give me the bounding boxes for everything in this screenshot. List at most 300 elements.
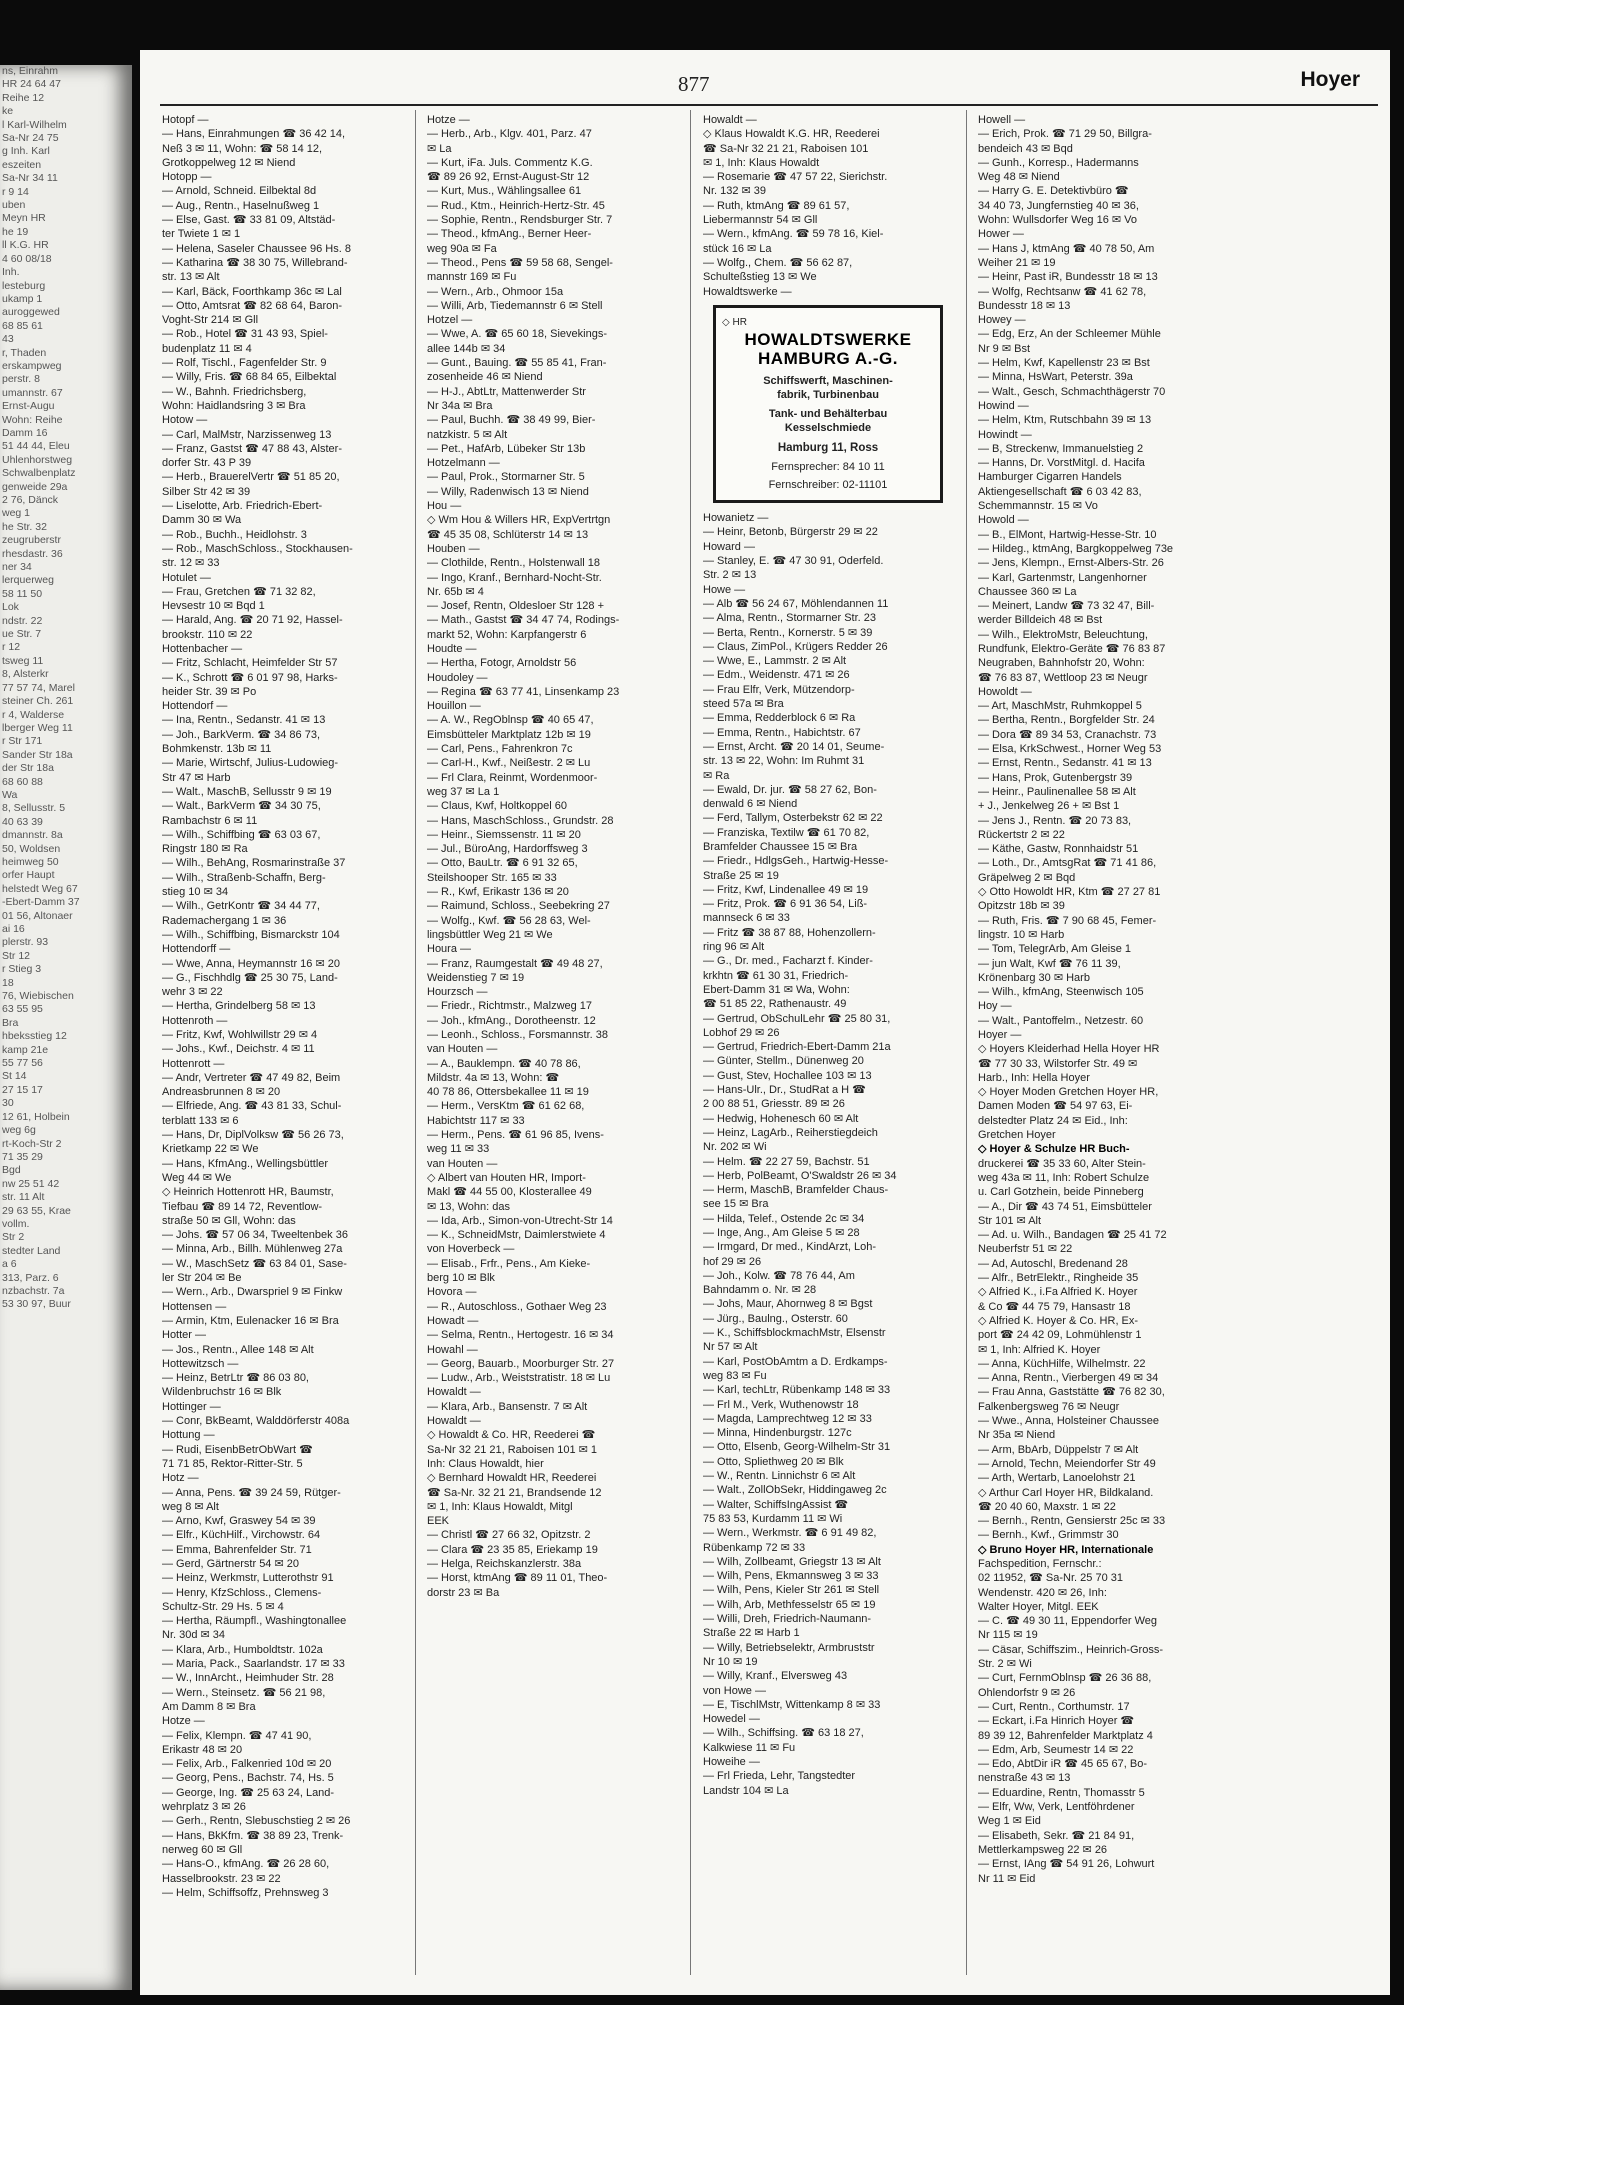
directory-entry: Neuberfstr 51 ✉ 22 <box>978 1243 1073 1256</box>
column-divider <box>966 110 967 1975</box>
directory-entry: — Anna, Pens. ☎ 39 24 59, Rütger- <box>162 1486 341 1499</box>
directory-entry: ring 96 ✉ Alt <box>703 941 765 954</box>
directory-entry: zosenheide 46 ✉ Niend <box>427 371 543 384</box>
facing-page-fragment: 27 15 17 <box>2 1083 43 1096</box>
facing-page-fragment: Reihe 12 <box>2 91 45 104</box>
directory-entry: — Art, MaschMstr, Ruhmkoppel 5 <box>978 700 1142 713</box>
directory-entry: — Felix, Arb., Falkenried 10d ✉ 20 <box>162 1758 332 1771</box>
facing-page-fragment: r, Thaden <box>2 346 47 359</box>
directory-entry: Str 47 ✉ Harb <box>162 771 231 784</box>
directory-entry: — Wern., Arb., Dwarspriel 9 ✉ Finkw <box>162 1286 343 1299</box>
directory-entry: Fachspedition, Fernschr.: <box>978 1557 1102 1570</box>
directory-entry: nenstraße 43 ✉ 13 <box>978 1772 1071 1785</box>
directory-entry: — Helm, Schiffsoffz, Prehnsweg 3 <box>162 1886 329 1899</box>
directory-entry: wehr 3 ✉ 22 <box>162 986 223 999</box>
directory-entry: — Rudi, EisenbBetrObWart ☎ <box>162 1443 313 1456</box>
surname-heading: van Houten — <box>427 1157 498 1170</box>
facing-page-fragment: ll K.G. HR <box>2 239 49 252</box>
advert-title-line-2: HAMBURG A.-G. <box>758 349 898 369</box>
facing-page-fragment: lberger Weg 11 <box>2 721 73 734</box>
directory-entry: Weidenstieg 7 ✉ 19 <box>427 971 525 984</box>
directory-entry: — Hedwig, Hohenesch 60 ✉ Alt <box>703 1112 859 1125</box>
facing-page-fragment: Schwalbenplatz <box>2 467 76 480</box>
facing-page-fragment: Bgd <box>2 1164 21 1177</box>
facing-page-fragment: 58 11 50 <box>2 587 43 600</box>
directory-entry: — Friedr., HdlgsGeh., Hartwig-Hesse- <box>703 855 889 868</box>
facing-page-fragment: stedter Land <box>2 1244 61 1257</box>
surname-heading: Howaldtswerke — <box>703 285 792 298</box>
directory-entry: ◇ Bruno Hoyer HR, Internationale <box>978 1543 1154 1556</box>
directory-entry: — Wilh, Zollbeamt, Griegstr 13 ✉ Alt <box>703 1555 881 1568</box>
directory-entry: Nr. 202 ✉ Wi <box>703 1141 767 1154</box>
facing-page-fragment: Sa-Nr 34 11 <box>2 172 58 185</box>
directory-entry: — K., Schrott ☎ 6 01 97 98, Harks- <box>162 671 338 684</box>
directory-entry: — Hertha, Räumpfl., Washingtonallee <box>162 1615 347 1628</box>
facing-page-fragment: 8, Sellusstr. 5 <box>2 802 66 815</box>
directory-entry: delstedter Platz 24 ✉ Eid., Inh: <box>978 1114 1128 1127</box>
directory-entry: — Marie, Wirtschf, Julius-Ludowieg- <box>162 757 339 770</box>
directory-entry: — Herm., Pens. ☎ 61 96 85, Ivens- <box>427 1129 604 1142</box>
directory-entry: Bramfelder Chaussee 15 ✉ Bra <box>703 840 858 853</box>
directory-entry: — Wilh., kfmAng, Steenwisch 105 <box>978 986 1144 999</box>
column-divider <box>415 110 416 1975</box>
directory-entry: — Armin, Ktm, Eulenacker 16 ✉ Bra <box>162 1314 339 1327</box>
directory-entry: u. Carl Gotzhein, beide Pinneberg <box>978 1186 1144 1199</box>
directory-entry: Tiefbau ☎ 89 14 72, Reventlow- <box>162 1200 323 1213</box>
directory-entry: Nr 11 ✉ Eid <box>978 1872 1036 1885</box>
directory-entry: Krietkamp 22 ✉ We <box>162 1143 259 1156</box>
directory-entry: — W., Bahnh. Friedrichsberg, <box>162 385 307 398</box>
directory-entry: — Joh., kfmAng., Dorotheenstr. 12 <box>427 1014 596 1027</box>
directory-entry: — Joh., Kolw. ☎ 78 76 44, Am <box>703 1269 855 1282</box>
directory-entry: — Otto, Amtsrat ☎ 82 68 64, Baron- <box>162 299 343 312</box>
facing-page-fragment: 68 60 88 <box>2 775 43 788</box>
directory-entry: — Raimund, Schloss., Seebekring 27 <box>427 900 610 913</box>
directory-entry: 89 39 12, Bahrenfelder Marktplatz 4 <box>978 1729 1153 1742</box>
directory-entry: — Fritz, Kwf, Wohlwillstr 29 ✉ 4 <box>162 1029 318 1041</box>
directory-entry: — Leonh., Schloss., Forsmannstr. 38 <box>427 1029 608 1041</box>
facing-page-fragment: l Karl-Wilhelm <box>2 118 67 131</box>
directory-entry: ☎ 45 35 08, Schlüterstr 14 ✉ 13 <box>427 528 589 541</box>
directory-entry: ◇ Klaus Howaldt K.G. HR, Reederei <box>703 128 880 141</box>
directory-entry: — Elfr, Ww, Verk, Lentföhrdener <box>978 1801 1135 1814</box>
directory-entry: ✉ 1, Inh: Klaus Howaldt, Mitgl <box>427 1500 573 1513</box>
directory-entry: Rückertstr 2 ✉ 22 <box>978 828 1065 841</box>
directory-entry: — Ludw., Arb., Weiststratistr. 18 ✉ Lu <box>427 1372 611 1385</box>
facing-page-fragment: 63 55 95 <box>2 1003 43 1016</box>
directory-entry: — Rosemarie ☎ 47 57 22, Sierichstr. <box>703 171 888 184</box>
facing-page-fragment: 55 77 56 <box>2 1057 43 1070</box>
directory-entry: ◇ Alfried K., i.Fa Alfried K. Hoyer <box>978 1286 1138 1299</box>
directory-entry: — Anna, KüchHilfe, Wilhelmstr. 22 <box>978 1357 1146 1370</box>
directory-entry: — Anna, Rentn., Vierbergen 49 ✉ 34 <box>978 1372 1159 1385</box>
directory-entry: — Helm, Ktm, Rutschbahn 39 ✉ 13 <box>978 414 1152 427</box>
surname-heading: Hotzel — <box>427 314 473 327</box>
directory-entry: — Friedr., Richtmstr., Malzweg 17 <box>427 1000 593 1013</box>
directory-entry: — G., Fischhdlg ☎ 25 30 75, Land- <box>162 971 338 984</box>
facing-page-fragment: perstr. 8 <box>2 373 40 386</box>
directory-entry: Straße 25 ✉ 19 <box>703 869 779 882</box>
facing-page-fragment: helstedt Weg 67 <box>2 882 78 895</box>
directory-entry: 40 78 86, Ottersbekallee 11 ✉ 19 <box>427 1086 589 1099</box>
directory-entry: — Hertha, Fotogr, Arnoldstr 56 <box>427 657 577 670</box>
directory-entry: — Karl, Bäck, Foorthkamp 36c ✉ Lal <box>162 285 342 298</box>
surname-heading: Howe — <box>703 583 746 596</box>
directory-entry: Weiher 21 ✉ 19 <box>978 256 1056 269</box>
facing-page-fragment: Str 2 <box>2 1231 25 1244</box>
directory-entry: — Ina, Rentn., Sedanstr. 41 ✉ 13 <box>162 714 326 727</box>
directory-entry: ☎ 77 30 33, Wilstorfer Str. 49 ✉ <box>978 1057 1138 1070</box>
surname-heading: Howaldt — <box>427 1415 481 1428</box>
surname-heading: Howeihe — <box>703 1755 760 1768</box>
facing-page-fragment: zeugruberstr <box>2 534 61 547</box>
directory-entry: straße 50 ✉ Gll, Wohn: das <box>162 1214 296 1227</box>
directory-entry: — Rob., Buchh., Heidlohstr. 3 <box>162 528 307 541</box>
surname-heading: Hotulet — <box>162 571 211 584</box>
facing-page-fragment: Sa-Nr 24 75 <box>2 132 59 145</box>
directory-entry: — Loth., Dr., AmtsgRat ☎ 71 41 86, <box>978 857 1157 870</box>
facing-page-fragment: vollm. <box>2 1217 30 1230</box>
facing-page-fragment: 40 63 39 <box>2 815 43 828</box>
directory-entry: mannseck 6 ✉ 33 <box>703 912 790 925</box>
directory-entry: — Jul., BüroAng, Hardorffsweg 3 <box>427 843 588 856</box>
facing-page-fragment: lesteburg <box>2 279 46 292</box>
directory-entry: — Curt, FernmOblnsp ☎ 26 36 88, <box>978 1672 1152 1685</box>
directory-entry: Weg 48 ✉ Niend <box>978 171 1060 184</box>
directory-entry: Hasselbrookstr. 23 ✉ 22 <box>162 1872 281 1885</box>
directory-entry: — Helga, Reichskanzlerstr. 38a <box>427 1557 582 1570</box>
directory-entry: — Wilh, Arb, Methfesselstr 65 ✉ 19 <box>703 1598 876 1611</box>
directory-entry: stück 16 ✉ La <box>703 242 772 255</box>
directory-entry: — Otto, BauLtr. ☎ 6 91 32 65, <box>427 857 578 870</box>
surname-heading: Hottenrott — <box>162 1057 225 1070</box>
advert-telex: Fernschreiber: 02-11101 <box>768 479 888 492</box>
facing-page-fragment: genweide 29a <box>2 480 68 493</box>
directory-entry: str. 13 ✉ 22, Wohn: Im Ruhmt 31 <box>703 755 865 768</box>
directory-entry: 2 00 88 51, Griesstr. 89 ✉ 26 <box>703 1098 845 1111</box>
directory-entry: 71 71 85, Rektor-Ritter-Str. 5 <box>162 1457 303 1470</box>
facing-page-fragment: r 4, Walderse <box>2 708 65 721</box>
directory-entry: — Edm., Weidenstr. 471 ✉ 26 <box>703 669 850 682</box>
facing-page-fragment: r 12 <box>2 641 21 654</box>
surname-heading: Houillon — <box>427 700 481 713</box>
directory-entry: — Willi, Dreh, Friedrich-Naumann- <box>703 1613 872 1626</box>
directory-entry: — Gust, Stev, Hochallee 103 ✉ 13 <box>703 1069 872 1082</box>
surname-heading: van Houten — <box>427 1043 498 1056</box>
directory-entry: weg 11 ✉ 33 <box>427 1143 490 1156</box>
directory-entry: ◇ Heinrich Hottenrott HR, Baumstr, <box>162 1186 334 1199</box>
surname-heading: Hottendorff — <box>162 943 231 956</box>
directory-entry: Voght-Str 214 ✉ Gll <box>162 314 259 327</box>
facing-page-fragment: g Inh. Karl <box>2 145 50 158</box>
directory-entry: — K., SchiffsblockmachMstr, Elsenstr <box>703 1327 886 1340</box>
directory-entry: ◇ Howaldt & Co. HR, Reederei ☎ <box>427 1429 596 1442</box>
advert-line: fabrik, Turbinenbau <box>777 389 879 402</box>
directory-entry: — Otto, Elsenb, Georg-Wilhelm-Str 31 <box>703 1441 891 1454</box>
facing-page-fragment: plerstr. 93 <box>2 936 49 949</box>
directory-entry: Nr 35a ✉ Niend <box>978 1429 1056 1442</box>
directory-entry: — Klara, Arb., Humboldtstr. 102a <box>162 1643 323 1656</box>
directory-entry: ◇ Otto Howoldt HR, Ktm ☎ 27 27 81 <box>978 886 1161 899</box>
surname-heading: Houdoley — <box>427 671 488 684</box>
directory-entry: denwald 6 ✉ Niend <box>703 798 798 811</box>
surname-heading: Howind — <box>978 399 1029 412</box>
directory-entry: — Stanley, E. ☎ 47 30 91, Oderfeld. <box>703 555 884 568</box>
directory-entry: lingsbüttler Weg 21 ✉ We <box>427 928 553 941</box>
directory-entry: — Ruth, Fris. ☎ 7 90 68 45, Femer- <box>978 914 1157 927</box>
page-number: 877 <box>678 72 710 96</box>
directory-entry: — Ewald, Dr. jur. ☎ 58 27 62, Bon- <box>703 783 877 796</box>
directory-entry: — Heinr., Paulinenallee 58 ✉ Alt <box>978 785 1136 798</box>
directory-entry: — Wwe., Anna, Holsteiner Chaussee <box>978 1415 1159 1428</box>
directory-entry: Straße 22 ✉ Harb 1 <box>703 1627 800 1640</box>
facing-page-fragment: Bra <box>2 1016 19 1029</box>
directory-entry: Erikastr 48 ✉ 20 <box>162 1743 243 1756</box>
directory-entry: — Georg, Bauarb., Moorburger Str. 27 <box>427 1357 615 1370</box>
directory-entry: — Fritz ☎ 38 87 88, Hohenzollern- <box>703 926 876 939</box>
surname-heading: Howold — <box>978 514 1029 527</box>
facing-page-fragment: orfer Haupt <box>2 869 55 882</box>
directory-entry: natzkistr. 5 ✉ Alt <box>427 428 508 441</box>
surname-heading: Hou — <box>427 500 462 513</box>
directory-entry: — Claus, ZimPol., Krügers Redder 26 <box>703 640 888 653</box>
directory-entry: — Wilh., Straßenb-Schaffn, Berg- <box>162 871 326 884</box>
directory-entry: Silber Str 42 ✉ 39 <box>162 485 251 498</box>
facing-page-fragment: ukamp 1 <box>2 292 43 305</box>
directory-entry: — Karl, techLtr, Rübenkamp 148 ✉ 33 <box>703 1384 891 1397</box>
directory-entry: mannstr 169 ✉ Fu <box>427 271 517 284</box>
facing-page-fragment: Sander Str 18a <box>2 748 73 761</box>
directory-entry: — Arth, Wertarb, Lanoelohstr 21 <box>978 1472 1136 1485</box>
facing-page-fragment: Inh. <box>2 266 20 279</box>
directory-entry: ✉ 1, Inh: Alfried K. Hoyer <box>978 1343 1101 1356</box>
directory-entry: — Frl M., Verk, Wuthenowstr 18 <box>703 1398 859 1411</box>
directory-entry: — Wilh., Schiffbing ☎ 63 03 67, <box>162 828 321 841</box>
directory-entry: Damen Moden ☎ 54 97 63, Ei- <box>978 1100 1133 1113</box>
advert-marker: ◇ HR <box>722 316 747 328</box>
directory-entry: Kalkwiese 11 ✉ Fu <box>703 1741 796 1754</box>
directory-entry: Hevsestr 10 ✉ Bqd 1 <box>162 600 265 613</box>
directory-entry: werder Billdeich 48 ✉ Bst <box>978 614 1103 627</box>
directory-entry: Weg 1 ✉ Eid <box>978 1815 1041 1828</box>
facing-page-fragment: Str 12 <box>2 949 31 962</box>
facing-page-fragment: str. 11 Alt <box>2 1191 45 1204</box>
directory-entry: ☎ 89 26 92, Ernst-August-Str 12 <box>427 171 590 184</box>
directory-entry: — Harald, Ang. ☎ 20 71 92, Hassel- <box>162 614 343 627</box>
surname-heading: Hotz — <box>162 1472 199 1485</box>
facing-page-fragment: hbeksstieg 12 <box>2 1030 67 1043</box>
directory-entry: Sa-Nr 32 21 21, Raboisen 101 ✉ 1 <box>427 1443 598 1456</box>
directory-entry: — jun Walt, Kwf ☎ 76 11 39, <box>978 957 1121 970</box>
directory-entry: — Franz, Raumgestalt ☎ 49 48 27, <box>427 957 603 970</box>
directory-entry: — Cäsar, Schiffszim., Heinrich-Gross- <box>978 1643 1164 1656</box>
directory-entry: — Hans, KfmAng., Wellingsbüttler <box>162 1157 329 1170</box>
directory-entry: Ohlendorfstr 9 ✉ 26 <box>978 1686 1076 1699</box>
directory-entry: — Heinr, Betonb, Bürgerstr 29 ✉ 22 <box>703 526 878 539</box>
column-divider <box>690 110 691 1975</box>
directory-entry: Makl ☎ 44 55 00, Klosterallee 49 <box>427 1186 592 1199</box>
facing-page-fragment: r 9 14 <box>2 185 29 198</box>
directory-entry: ◇ Wm Hou & Willers HR, ExpVertrtgn <box>427 514 611 527</box>
directory-entry: — Frau Anna, Gaststätte ☎ 76 82 30, <box>978 1386 1165 1399</box>
directory-entry: Rademachergang 1 ✉ 36 <box>162 914 287 927</box>
surname-heading: Hourzsch — <box>427 986 488 999</box>
directory-entry: — Berta, Rentn., Kornerstr. 5 ✉ 39 <box>703 626 873 639</box>
directory-entry: Am Damm 8 ✉ Bra <box>162 1700 256 1713</box>
directory-entry: weg 83 ✉ Fu <box>703 1369 767 1382</box>
directory-page <box>140 50 1390 1995</box>
directory-entry: — Theod., kfmAng., Berner Heer- <box>427 228 592 241</box>
directory-entry: ◇ Hoyers Kleiderhad Hella Hoyer HR <box>978 1043 1160 1056</box>
facing-page-fragment: he Str. 32 <box>2 520 47 533</box>
surname-heading: Howaldt — <box>427 1386 481 1399</box>
directory-entry: + J., Jenkelweg 26 + ✉ Bst 1 <box>978 800 1120 813</box>
directory-entry: EEK <box>427 1515 450 1528</box>
directory-entry: 02 11952, ☎ Sa-Nr. 25 70 31 <box>978 1572 1123 1585</box>
directory-entry: — Wilh., GetrKontr ☎ 34 44 77, <box>162 900 320 913</box>
directory-entry: — Wilh., Schiffsing. ☎ 63 18 27, <box>703 1727 864 1740</box>
facing-page-fragment: 8, Alsterkr <box>2 668 49 681</box>
directory-entry: — Frau Elfr, Verk, Mützendorp- <box>703 683 855 696</box>
directory-entry: — Rolf, Tischl., Fagenfelder Str. 9 <box>162 357 327 370</box>
directory-entry: — Arm, BbArb, Düppelstr 7 ✉ Alt <box>978 1443 1139 1456</box>
directory-entry: — Conr, BkBeamt, Walddörferstr 408a <box>162 1415 350 1428</box>
directory-entry: 75 83 53, Kurdamm 11 ✉ Wi <box>703 1512 843 1525</box>
directory-entry: Nr. 30d ✉ 34 <box>162 1629 226 1642</box>
directory-entry: Falkenbergsweg 76 ✉ Neugr <box>978 1400 1120 1413</box>
directory-entry: — Heinz, LagArb., Reiherstiegdeich <box>703 1126 878 1139</box>
directory-entry: — Ernst, Rentn., Sedanstr. 41 ✉ 13 <box>978 757 1152 770</box>
directory-entry: ter Twiete 1 ✉ 1 <box>162 228 241 241</box>
surname-heading: Howaldt — <box>703 114 757 126</box>
directory-entry: — Erich, Prok. ☎ 71 29 50, Billgra- <box>978 128 1152 141</box>
facing-page-fragment: ndstr. 22 <box>2 614 43 627</box>
surname-heading: Hottenbacher — <box>162 642 243 655</box>
directory-entry: — Ingo, Kranf., Bernhard-Nocht-Str. <box>427 571 602 584</box>
directory-entry: — Hans J, ktmAng ☎ 40 78 50, Am <box>978 242 1155 255</box>
running-head: Hoyer <box>1300 68 1360 91</box>
directory-entry: & Co ☎ 44 75 79, Hansastr 18 <box>978 1300 1131 1313</box>
directory-entry: stieg 10 ✉ 34 <box>162 886 229 899</box>
directory-entry: — Horst, ktmAng ☎ 89 11 01, Theo- <box>427 1572 608 1585</box>
directory-entry: — Gerd, Gärtnerstr 54 ✉ 20 <box>162 1557 299 1570</box>
directory-entry: Eimsbütteler Marktplatz 12b ✉ 19 <box>427 728 591 741</box>
facing-page-fragment: lerquerweg <box>2 574 54 587</box>
directory-entry: — Helm, Kwf, Kapellenstr 23 ✉ Bst <box>978 357 1150 370</box>
directory-entry: — Wilh., Schiffbing, Bismarckstr 104 <box>162 928 340 941</box>
directory-entry: Grotkoppelweg 12 ✉ Niend <box>162 156 296 169</box>
facing-page-fragment: 76, Wiebischen <box>2 990 74 1003</box>
directory-entry: — Hans, BkKfm. ☎ 38 89 23, Trenk- <box>162 1829 344 1842</box>
surname-heading: Howedel — <box>703 1713 760 1726</box>
directory-entry: — Willy, Radenwisch 13 ✉ Niend <box>427 485 589 498</box>
facing-page-fragment: Uhlenhorstweg <box>2 453 73 466</box>
directory-entry: terblatt 133 ✉ 6 <box>162 1114 239 1127</box>
facing-page-fragment: -Ebert-Damm 37 <box>2 896 80 909</box>
directory-entry: Damm 30 ✉ Wa <box>162 514 242 527</box>
directory-entry: — Walt., MaschB, Sellusstr 9 ✉ 19 <box>162 785 332 798</box>
surname-heading: Houra — <box>427 943 472 956</box>
directory-entry: Nr 115 ✉ 19 <box>978 1629 1038 1642</box>
directory-entry: — Heinr., Siemssenstr. 11 ✉ 20 <box>427 828 581 841</box>
directory-entry: — Frl Clara, Reinmt, Wordenmoor- <box>427 771 598 784</box>
directory-entry: ◇ Bernhard Howaldt HR, Reederei <box>427 1472 597 1485</box>
directory-entry: Hamburger Cigarren Handels <box>978 471 1122 484</box>
directory-entry: — Liselotte, Arb. Friedrich-Ebert- <box>162 500 323 513</box>
directory-entry: — Else, Gast. ☎ 33 81 09, Altstäd- <box>162 214 336 227</box>
surname-heading: Hoy — <box>978 1000 1012 1013</box>
surname-heading: Howindt — <box>978 428 1032 441</box>
directory-entry: — Ad. u. Wilh., Bandagen ☎ 25 41 72 <box>978 1229 1167 1242</box>
facing-page-fragment: ai 16 <box>2 923 25 935</box>
facing-page-fragment: umannstr. 67 <box>2 386 63 399</box>
directory-entry: — Paul, Prok., Stormarner Str. 5 <box>427 471 585 484</box>
directory-entry: — A., Dir ☎ 43 74 51, Eimsbütteler <box>978 1200 1152 1213</box>
facing-page-fragment: erskampweg <box>2 359 62 372</box>
directory-entry: — Hans-Ulr., Dr., StudRat a H ☎ <box>703 1084 866 1097</box>
directory-entry: — Katharina ☎ 38 30 75, Willebrand- <box>162 256 348 269</box>
directory-entry: — E, TischlMstr, Wittenkamp 8 ✉ 33 <box>703 1698 881 1711</box>
directory-entry: Aktiengesellschaft ☎ 6 03 42 83, <box>978 485 1142 498</box>
directory-entry: — Clara ☎ 23 35 85, Eriekamp 19 <box>427 1543 598 1556</box>
directory-entry: — Jens J., Rentn. ☎ 20 73 83, <box>978 814 1132 827</box>
facing-page-fragment: weg 1 <box>2 507 31 520</box>
directory-entry: brookstr. 110 ✉ 22 <box>162 628 253 641</box>
directory-column-2 <box>427 113 667 1973</box>
directory-entry: — Frl Frieda, Lehr, Tangstedter <box>703 1770 856 1783</box>
directory-entry: — Emma, Bahrenfelder Str. 71 <box>162 1543 312 1556</box>
directory-entry: — Carl, MalMstr, Narzissenweg 13 <box>162 428 332 441</box>
surname-heading: Howanietz — <box>703 512 769 525</box>
directory-entry: — Ernst, Archt. ☎ 20 14 01, Seume- <box>703 740 885 753</box>
facing-page-fragment: Wohn: Reihe <box>2 413 63 426</box>
facing-page-fragment: HR 24 64 47 <box>2 78 61 91</box>
directory-entry: — Otto, Spliethweg 20 ✉ Blk <box>703 1455 844 1468</box>
howaldtswerke-advertisement <box>713 305 943 503</box>
directory-entry: — Regina ☎ 63 77 41, Linsenkamp 23 <box>427 685 620 698</box>
directory-entry: — Ad, Autoschl, Bredenand 28 <box>978 1257 1128 1270</box>
directory-entry: — W., MaschSetz ☎ 63 84 01, Sase- <box>162 1257 347 1270</box>
directory-entry: ◇ Hoyer Moden Gretchen Hoyer HR, <box>978 1086 1159 1099</box>
directory-entry: — Gertrud, ObSchulLehr ☎ 25 80 31, <box>703 1012 891 1025</box>
directory-entry: — Gertrud, Friedrich-Ebert-Damm 21a <box>703 1041 891 1054</box>
directory-entry: — Minna, Arb., Billh. Mühlenweg 27a <box>162 1243 343 1256</box>
facing-page-fragment: Ernst-Augu <box>2 400 55 413</box>
directory-entry: — Eduardine, Rentn, Thomasstr 5 <box>978 1786 1145 1799</box>
directory-entry: Schemmannstr. 15 ✉ Vo <box>978 500 1098 513</box>
directory-entry: — Wwe, Anna, Heymannstr 16 ✉ 20 <box>162 957 340 970</box>
directory-entry: Nr 34a ✉ Bra <box>427 399 493 412</box>
directory-entry: — Emma, Rentn., Habichtstr. 67 <box>703 726 861 739</box>
advert-address: Hamburg 11, Ross <box>777 442 879 455</box>
directory-entry: — Josef, Rentn, Oldesloer Str 128 + <box>427 600 605 613</box>
directory-entry: ☎ 20 40 60, Maxstr. 1 ✉ 22 <box>978 1500 1116 1513</box>
directory-entry: Nr. 65b ✉ 4 <box>427 585 484 598</box>
surname-heading: Hotopp — <box>162 171 212 184</box>
facing-page-fragment: rt-Koch-Str 2 <box>2 1137 62 1150</box>
directory-entry: — Elisab., Frfr., Pens., Am Kieke- <box>427 1257 591 1270</box>
directory-entry: krkhtn ☎ 61 30 31, Friedrich- <box>703 969 849 982</box>
directory-entry: — Rob., Hotel ☎ 31 43 93, Spiel- <box>162 328 328 341</box>
directory-entry: Bahndamm o. Nr. ✉ 28 <box>703 1284 817 1297</box>
directory-entry: Inh: Claus Howaldt, hier <box>427 1457 544 1470</box>
directory-entry: — A., Bauklempn. ☎ 40 78 86, <box>427 1057 581 1070</box>
surname-heading: von Howe — <box>703 1684 766 1697</box>
directory-entry: — Joh., BarkVerm. ☎ 34 86 73, <box>162 728 320 741</box>
directory-entry: — Rob., MaschSchloss., Stockhausen- <box>162 542 353 555</box>
directory-entry: — Elfr., KüchHilf., Virchowstr. 64 <box>162 1529 321 1542</box>
directory-entry: — Hanns, Dr. VorstMitgl. d. Hacifa <box>978 457 1145 470</box>
